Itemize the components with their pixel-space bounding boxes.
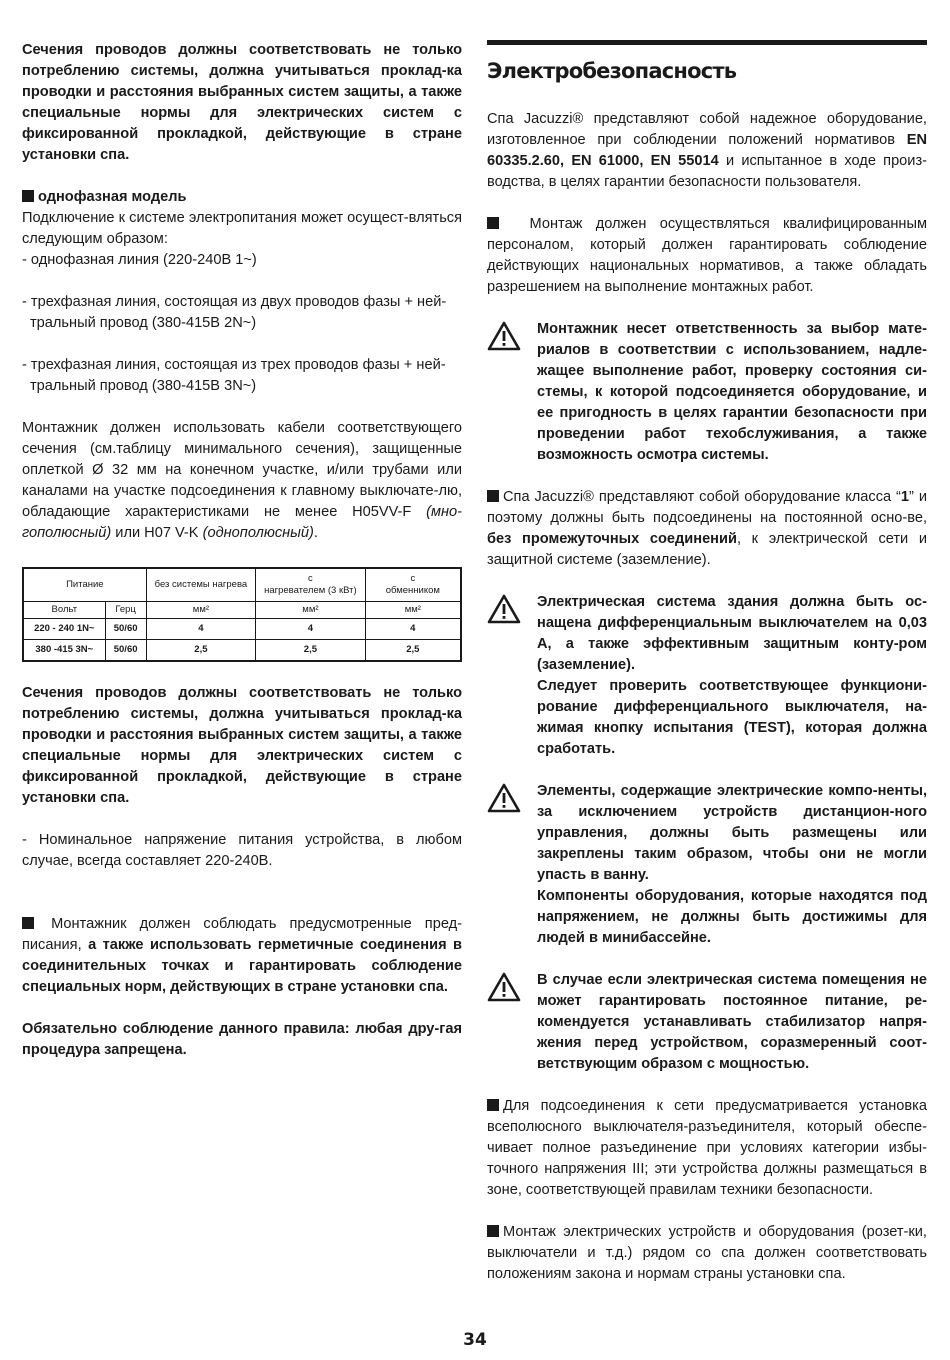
col-header-exchanger: с обменником — [365, 568, 461, 602]
warning-triangle-icon — [487, 319, 537, 466]
col-header-volt: Вольт — [23, 602, 105, 619]
col-header-no-system: без системы нагрева — [146, 568, 256, 602]
warning-installer: Монтажник несет ответственность за выбор мате-риалов в соответствии с использованием, надле-жащее выполнение работ, проверку состояния си-стемы, к которой подсоединяется оборудование, и ее пригодность в целях гарантии безопасности при проведении работ техобслуживания, а также возможность осмотра системы. — [487, 319, 927, 466]
warning-triangle-icon — [487, 592, 537, 760]
single-phase-line: - однофазная линия (220-240В 1~) — [22, 252, 257, 268]
unit-cell: мм² — [146, 602, 256, 619]
single-phase-heading: однофазная модель — [22, 187, 462, 208]
warning-components: Элементы, содержащие электрические компо-ненты, за исключением устройств дистанцион-ного управления, должны быть размещены или закреплены таким образом, чтобы они не могли упасть в ванну. Компоненты оборудования, которые находятся под напряжением, не должны быть достижимы для людей в минибассейне. — [487, 781, 927, 949]
unit-cell: мм² — [256, 602, 366, 619]
warning-stabilizer: В случае если электрическая система помещения не может гарантировать постоянное питание, ре-комендуется устанавливать стабилизатор напря-жения перед устройством, соразмеренный соот-ветствующим образом с мощностью. — [487, 970, 927, 1075]
min-section-table — [22, 567, 462, 662]
warning-triangle-icon — [487, 970, 537, 1075]
three-phase-2n-line: - трехфазная линия, состоящая из двух проводов фазы + ней-тральный провод (380-415В 2N~) — [22, 294, 447, 331]
table-row: 380 -415 3N~ 50/60 2,5 2,5 2,5 — [23, 640, 461, 662]
mandatory-rule: Обязательно соблюдение данного правила: любая дру-гая процедура запрещена. — [22, 1021, 462, 1058]
nominal-voltage: - Номинальное напряжение питания устройства, в любом случае, всегда составляет 220-240В. — [22, 832, 462, 869]
warning-triangle-icon — [487, 781, 537, 949]
square-bullet-icon — [487, 217, 499, 229]
title-rule — [487, 40, 927, 45]
electrical-devices: Монтаж электрических устройств и оборудования (розет-ки, выключатели и т.д.) рядом со спа должен соответствовать положениям закона и нормам страны установки спа. — [487, 1224, 927, 1282]
square-bullet-icon — [22, 917, 34, 929]
page-number: 34 — [463, 1330, 487, 1350]
col-header-power: Питание — [23, 568, 146, 602]
square-bullet-icon — [22, 190, 34, 202]
col-header-hz: Герц — [105, 602, 146, 619]
wire-section-note-bottom: Сечения проводов должны соответствовать не только потреблению системы, должна учитываться проклад-ка проводки и расстояния выбранных систем защиты, а также специальные нормы для электрических систем с фиксированной прокладкой, действующие в стране установки спа. — [22, 685, 462, 806]
mounting-staff: Монтаж должен осуществляться квалифицированным персоналом, который должен гарантировать соблюдение действующих национальных нормативов, а также обладать разрешением на выполнение монтажных работ. — [487, 216, 927, 295]
connection-intro: Подключение к системе электропитания может осущест-вляться следующим образом: — [22, 210, 462, 247]
square-bullet-icon — [487, 1099, 499, 1111]
square-bullet-icon — [487, 490, 499, 502]
square-bullet-icon — [487, 1225, 499, 1237]
unit-cell: мм² — [365, 602, 461, 619]
installer-sealing: Монтажник должен соблюдать предусмотренные пред-писания, а также использовать герметичные соединения в соединительных точках и гарантировать соблюдение специальных норм, действующих в стране установки спа. — [22, 916, 462, 995]
wire-section-note-top: Сечения проводов должны соответствовать не только потреблению системы, должна учитываться проклад-ка проводки и расстояния выбранных систем защиты, а также специальные нормы для электрических систем с фиксированной прокладкой, действующие в стране установки спа. — [22, 42, 462, 163]
page-title: Электробезопасность — [487, 59, 737, 83]
three-phase-3n-line: - трехфазная линия, состоящая из трех проводов фазы + ней-тральный провод (380-415В 3N~) — [22, 357, 446, 394]
col-header-heater: с нагревателем (3 кВт) — [256, 568, 366, 602]
safety-intro: Спа Jacuzzi® представляют собой надежное оборудование, изготовленное при соблюдении положений нормативов EN 60335.2.60, EN 61000, EN 55014 и испытанное в ходе произ-водства, в целях гарантии безопасности пользователя. — [487, 111, 928, 190]
left-column — [22, 40, 462, 1061]
warning-differential: Электрическая система здания должна быть ос-нащена дифференциальным выключателем на 0,03 А, а также эффективным защитным конту-ром (заземление). Следует проверить соответствующее функциони-рование дифференциального выключателя, на-жимая кнопку испытания (TEST), которая должна сработать. — [487, 592, 927, 760]
class-one-equipment: Спа Jacuzzi® представляют собой оборудование класса “1” и поэтому должны быть подсоединены на постоянной осно-ве, без промежуточных соединений, к электрической сети и защитной системе (заземление). — [487, 489, 928, 568]
cable-requirements: Монтажник должен использовать кабели соответствующего сечения (см.таблицу минимального сечения), защищенные оплеткой Ø 32 мм на конечном участке, и/или трубами или каналами на участке подсоединения к главному выключате-лю, обладающие характеристиками не менее H05VV-F (мно-гополюсный) или H07 V-K (однополюсный). — [22, 420, 462, 541]
table-row: 220 - 240 1N~ 50/60 4 4 4 — [23, 619, 461, 640]
disconnector-switch: Для подсоединения к сети предусматривается установка всеполюсного выключателя-разъединителя, который обеспе-чивает полное разъединение при условиях категории избы-точного напряжения III; эти устройства должны размещаться в зоне, соответствующей правилам техники безопасности. — [487, 1098, 927, 1198]
right-column — [487, 40, 927, 1285]
